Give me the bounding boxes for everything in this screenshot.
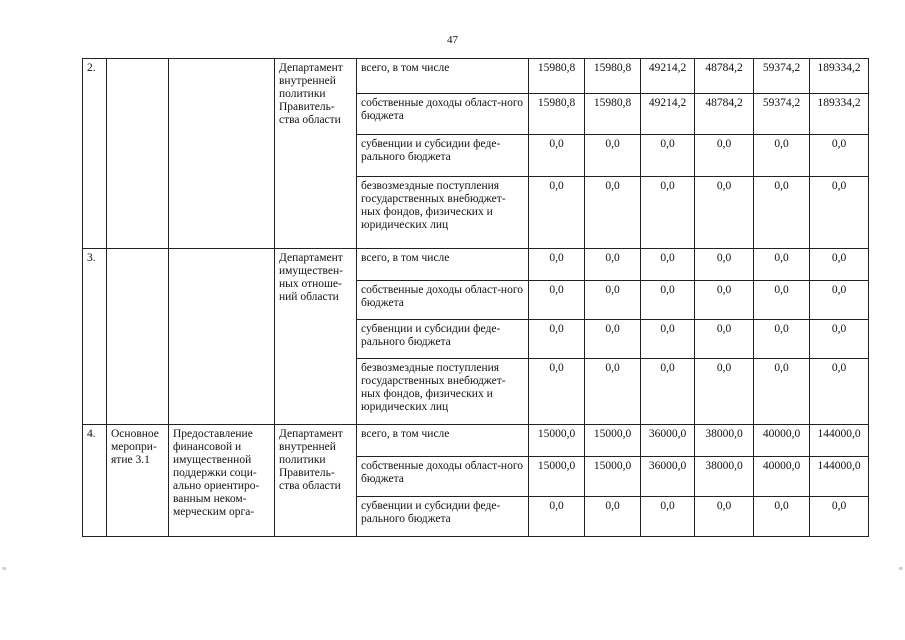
value-cell: 0,0 <box>641 359 695 425</box>
value-cell: 0,0 <box>585 497 641 537</box>
event-cell <box>107 249 169 425</box>
source-label: субвенции и субсидии феде-рального бюджета <box>357 320 529 359</box>
description-cell: Предоставление финансовой и имущественной поддержки соци-ально ориентиро-ванным неком-мерческим орга- <box>169 425 275 537</box>
budget-table <box>82 58 869 537</box>
value-cell: 0,0 <box>585 177 641 249</box>
value-cell: 0,0 <box>810 320 869 359</box>
value-cell: 0,0 <box>695 281 754 320</box>
source-label: всего, в том числе <box>357 425 529 457</box>
value-cell: 15000,0 <box>529 425 585 457</box>
value-cell: 49214,2 <box>641 94 695 134</box>
value-cell: 0,0 <box>810 249 869 281</box>
value-cell: 0,0 <box>529 281 585 320</box>
value-cell: 0,0 <box>585 134 641 177</box>
description-cell <box>169 249 275 425</box>
source-label: собственные доходы област-ного бюджета <box>357 94 529 134</box>
value-cell: 15980,8 <box>529 94 585 134</box>
value-cell: 0,0 <box>529 249 585 281</box>
value-cell: 0,0 <box>585 281 641 320</box>
value-cell: 15000,0 <box>585 425 641 457</box>
value-cell: 0,0 <box>529 359 585 425</box>
value-cell: 0,0 <box>641 320 695 359</box>
value-cell: 144000,0 <box>810 457 869 497</box>
value-cell: 0,0 <box>585 320 641 359</box>
value-cell: 0,0 <box>810 497 869 537</box>
executor-cell: Департамент внутренней политики Правитель-ства области <box>275 59 357 249</box>
value-cell: 0,0 <box>641 134 695 177</box>
event-cell: Основное меропри-ятие 3.1 <box>107 425 169 537</box>
value-cell: 0,0 <box>641 249 695 281</box>
value-cell: 48784,2 <box>695 94 754 134</box>
row-number: 3. <box>83 249 107 425</box>
source-label: собственные доходы област-ного бюджета <box>357 281 529 320</box>
value-cell: 0,0 <box>641 177 695 249</box>
value-cell: 48784,2 <box>695 59 754 94</box>
value-cell: 0,0 <box>754 497 810 537</box>
value-cell: 0,0 <box>754 281 810 320</box>
value-cell: 0,0 <box>695 249 754 281</box>
value-cell: 59374,2 <box>754 94 810 134</box>
value-cell: 0,0 <box>754 134 810 177</box>
table-row <box>83 59 869 94</box>
source-label: безвозмездные поступления государственных внебюджет-ных фондов, физических и юридических лиц <box>357 359 529 425</box>
source-label: субвенции и субсидии феде-рального бюджета <box>357 134 529 177</box>
value-cell: 59374,2 <box>754 59 810 94</box>
value-cell: 36000,0 <box>641 425 695 457</box>
value-cell: 0,0 <box>641 281 695 320</box>
value-cell: 189334,2 <box>810 59 869 94</box>
value-cell: 0,0 <box>754 359 810 425</box>
value-cell: 0,0 <box>754 249 810 281</box>
value-cell: 0,0 <box>810 134 869 177</box>
value-cell: 40000,0 <box>754 457 810 497</box>
source-label: собственные доходы област-ного бюджета <box>357 457 529 497</box>
scan-edge-mark-right: ≡ <box>898 564 903 573</box>
value-cell: 15000,0 <box>529 457 585 497</box>
executor-cell: Департамент внутренней политики Правитель-ства области <box>275 425 357 537</box>
value-cell: 0,0 <box>695 359 754 425</box>
value-cell: 15980,8 <box>585 94 641 134</box>
value-cell: 0,0 <box>810 281 869 320</box>
source-label: безвозмездные поступления государственных внебюджет-ных фондов, физических и юридических лиц <box>357 177 529 249</box>
value-cell: 15980,8 <box>585 59 641 94</box>
value-cell: 0,0 <box>529 134 585 177</box>
scan-edge-mark-left: ≡ <box>2 564 7 573</box>
value-cell: 38000,0 <box>695 425 754 457</box>
source-label: всего, в том числе <box>357 59 529 94</box>
source-label: всего, в том числе <box>357 249 529 281</box>
value-cell: 36000,0 <box>641 457 695 497</box>
table-row <box>83 425 869 457</box>
value-cell: 0,0 <box>585 249 641 281</box>
page-number: 47 <box>447 34 458 46</box>
value-cell: 0,0 <box>585 359 641 425</box>
value-cell: 0,0 <box>529 177 585 249</box>
value-cell: 144000,0 <box>810 425 869 457</box>
value-cell: 0,0 <box>529 320 585 359</box>
row-number: 4. <box>83 425 107 537</box>
event-cell <box>107 59 169 249</box>
value-cell: 0,0 <box>695 134 754 177</box>
table-row <box>83 249 869 281</box>
value-cell: 49214,2 <box>641 59 695 94</box>
value-cell: 40000,0 <box>754 425 810 457</box>
value-cell: 0,0 <box>754 320 810 359</box>
value-cell: 0,0 <box>695 320 754 359</box>
value-cell: 15980,8 <box>529 59 585 94</box>
value-cell: 15000,0 <box>585 457 641 497</box>
executor-cell: Департамент имуществен-ных отноше-ний области <box>275 249 357 425</box>
value-cell: 0,0 <box>810 359 869 425</box>
value-cell: 0,0 <box>641 497 695 537</box>
value-cell: 0,0 <box>810 177 869 249</box>
row-number: 2. <box>83 59 107 249</box>
value-cell: 189334,2 <box>810 94 869 134</box>
value-cell: 38000,0 <box>695 457 754 497</box>
value-cell: 0,0 <box>695 177 754 249</box>
description-cell <box>169 59 275 249</box>
source-label: субвенции и субсидии феде-рального бюджета <box>357 497 529 537</box>
value-cell: 0,0 <box>754 177 810 249</box>
value-cell: 0,0 <box>695 497 754 537</box>
value-cell: 0,0 <box>529 497 585 537</box>
